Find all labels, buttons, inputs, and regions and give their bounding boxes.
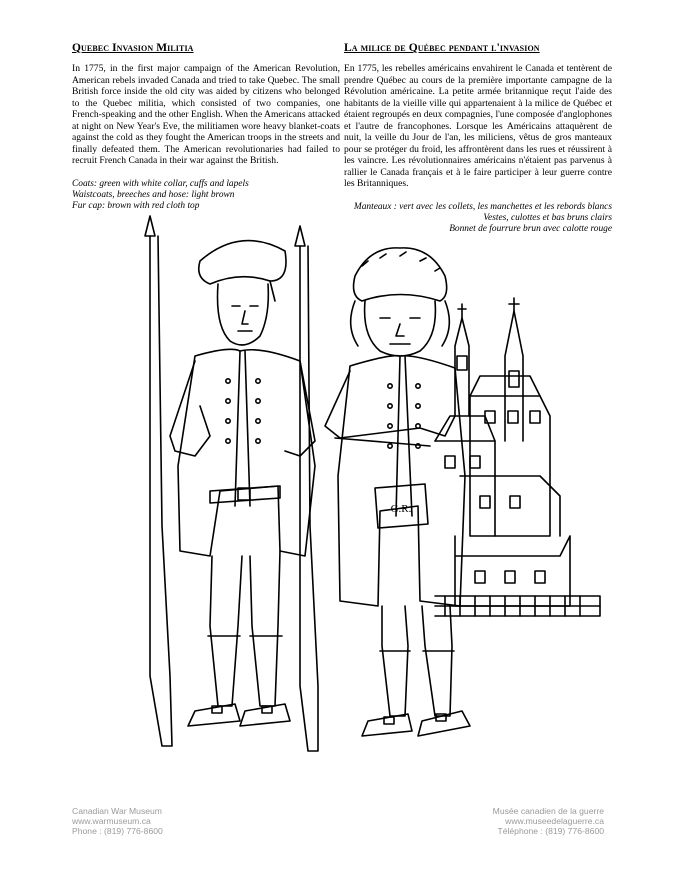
english-legend-cap: Fur cap: brown with red cloth top [72, 200, 200, 211]
footer-english-website: www.warmuseum.ca [72, 816, 151, 826]
right-militiaman [295, 226, 470, 751]
footer-french-museum-name: Musée canadien de la guerre [492, 806, 604, 816]
english-column [72, 42, 340, 212]
english-legend-waistcoats: Waistcoats, breeches and hose: light brown [72, 189, 235, 200]
footer-english [72, 806, 163, 836]
left-militiaman [145, 216, 315, 746]
footer-english-phone: Phone : (819) 776-8600 [72, 826, 163, 836]
french-title: La milice de Québec pendant l'invasion [344, 42, 540, 54]
english-legend-coats: Coats: green with white collar, cuffs and lapels [72, 178, 249, 189]
militia-illustration [100, 206, 620, 786]
pouch-cipher: G.R. [390, 503, 412, 515]
french-legend-coats: Manteaux : vert avec les collets, les manchettes et les rebords blancs [353, 201, 612, 212]
footer-french-website: www.museedelaguerre.ca [505, 816, 604, 826]
french-legend-cap: Bonnet de fourrure brun avec calotte rouge [449, 223, 612, 234]
english-title: Quebec Invasion Militia [72, 42, 194, 54]
footer-english-museum-name: Canadian War Museum [72, 806, 162, 816]
quebec-town-background [435, 298, 600, 616]
english-body: In 1775, in the first major campaign of the American Revolution, American rebels invaded Canada and tried to take Quebec. The small British force inside the old city was aided by citizens who belonged to the Quebec militia, which consisted of two companies, one French-speaking and the other English. When the Americans attacked at night on New Year's Eve, the militiamen wore heavy blanket-coats against the cold as they fought the American troops in the streets and finally defeated them. The American revolutionaries had failed to recruit French Canada in their war against the British. [72, 63, 340, 166]
footer-french-phone: Téléphone : (819) 776-8600 [497, 826, 604, 836]
french-body: En 1775, les rebelles américains envahirent le Canada et tentèrent de prendre Québec au cours de la première importante campagne de la Révolution américaine. La petite armée britannique reçut l'aide des habitants de la vieille ville qui appartenaient à la milice de Québec et étaient regroupés en deux compagnies, l'une composée d'anglophones et l'autre de francophones. Lorsque les Américains attaquèrent de nuit, la veille du Jour de l'an, les miliciens, vêtus de gros manteaux pour se protéger du froid, les affrontèrent dans les rues et réussirent à les vaincre. Les révolutionnaires américains n'étaient pas parvenus à rallier le Canada français et à le faire participer à leur guerre contre les Britanniques. [344, 63, 612, 189]
footer-french [493, 806, 604, 836]
french-legend-waistcoats: Vestes, culottes et bas bruns clairs [483, 212, 612, 223]
